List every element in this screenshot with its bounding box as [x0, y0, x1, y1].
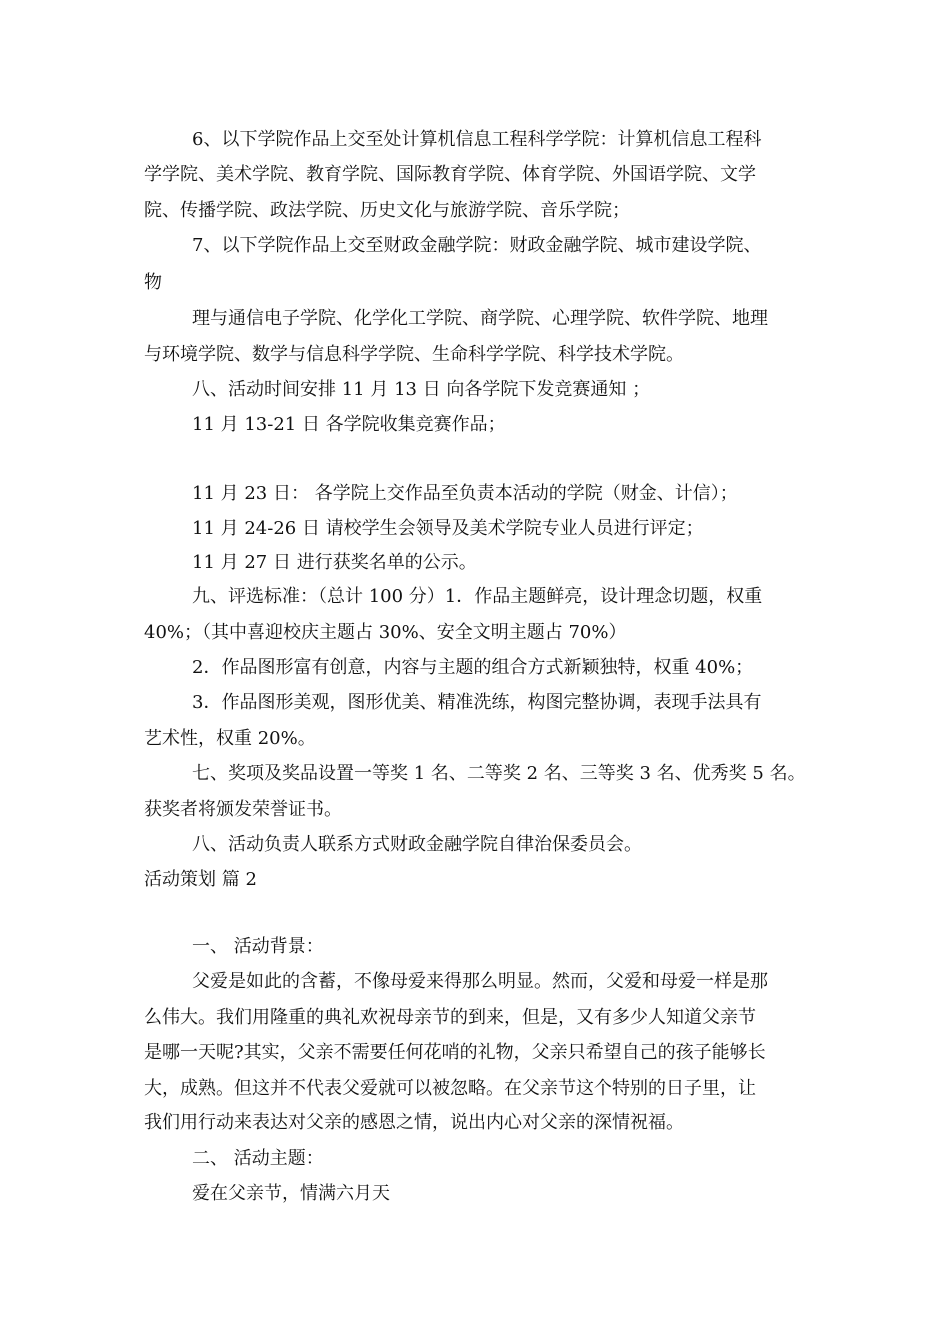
section-heading: 活动策划 篇 2	[144, 869, 257, 890]
text-line: 九、评选标准：（总计 100 分）1．作品主题鲜亮，设计理念切题，权重	[192, 586, 763, 607]
text-line: 二、 活动主题：	[192, 1148, 324, 1169]
text-line: 2．作品图形富有创意，内容与主题的组合方式新颖独特，权重 40%；	[192, 657, 754, 678]
text-line: 11 月 13-21 日 各学院收集竞赛作品；	[192, 414, 506, 435]
text-line: 11 月 23 日： 各学院上交作品至负责本活动的学院（财金、计信）；	[192, 483, 738, 504]
text-line: 大，成熟。但这并不代表父爱就可以被忽略。在父亲节这个特别的日子里，让	[144, 1078, 756, 1099]
text-line: 7、以下学院作品上交至财政金融学院：财政金融学院、城市建设学院、	[192, 235, 762, 256]
text-line: 与环境学院、数学与信息科学学院、生命科学学院、科学技术学院。	[144, 344, 684, 365]
text-line: 6、以下学院作品上交至处计算机信息工程科学学院：计算机信息工程科	[192, 129, 762, 150]
text-line: 我们用行动来表达对父亲的感恩之情，说出内心对父亲的深情祝福。	[144, 1112, 684, 1133]
text-line: 理与通信电子学院、化学化工学院、商学院、心理学院、软件学院、地理	[192, 308, 768, 329]
text-line: 40%；（其中喜迎校庆主题占 30%、安全文明主题占 70%）	[144, 622, 627, 643]
text-line: 父爱是如此的含蓄，不像母爱来得那么明显。然而，父爱和母爱一样是那	[192, 971, 768, 992]
text-line: 11 月 24-26 日 请校学生会领导及美术学院专业人员进行评定；	[192, 518, 704, 539]
text-line: 八、活动负责人联系方式财政金融学院自律治保委员会。	[192, 834, 642, 855]
text-line: 是哪一天呢?其实，父亲不需要任何花哨的礼物，父亲只希望自己的孩子能够长	[144, 1042, 766, 1063]
text-line: 学学院、美术学院、教育学院、国际教育学院、体育学院、外国语学院、文学	[144, 164, 756, 185]
text-line: 艺术性，权重 20%。	[144, 728, 316, 749]
text-line: 八、活动时间安排 11 月 13 日 向各学院下发竞赛通知 ；	[192, 379, 651, 400]
text-line: 3．作品图形美观，图形优美、精准洗练，构图完整协调，表现手法具有	[192, 692, 762, 713]
text-line: 获奖者将颁发荣誉证书。	[144, 799, 342, 820]
text-line: 物	[144, 272, 162, 293]
text-line: 七、奖项及奖品设置一等奖 1 名、二等奖 2 名、三等奖 3 名、优秀奖 5 名。	[192, 763, 806, 784]
text-line: 院、传播学院、政法学院、历史文化与旅游学院、音乐学院；	[144, 200, 630, 221]
text-line: 么伟大。我们用隆重的典礼欢祝母亲节的到来，但是，又有多少人知道父亲节	[144, 1007, 756, 1028]
text-line: 一、 活动背景：	[192, 936, 324, 957]
text-line: 11 月 27 日 进行获奖名单的公示。	[192, 552, 477, 573]
text-line: 爱在父亲节，情满六月天	[192, 1183, 390, 1204]
